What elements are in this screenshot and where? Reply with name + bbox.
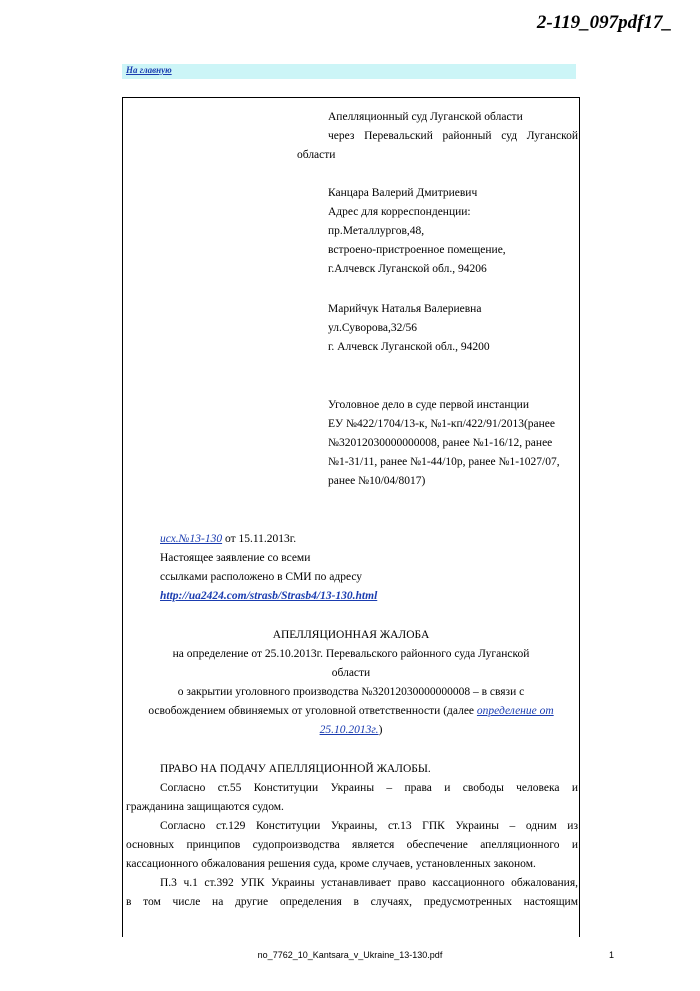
addressee-line2: через Перевальский районный суд Луганской — [328, 130, 578, 142]
case-line4: №1-31/11, ранее №1-44/10р, ранее №1-1027/07, — [328, 456, 560, 468]
outgoing-note1: Настоящее заявление со всеми — [160, 552, 311, 564]
appellant1-street: пр.Металлургов,48, — [328, 225, 425, 237]
outgoing-date: от 15.11.2013г. — [222, 533, 297, 545]
p1-line2: гражданина защищаются судом. — [126, 801, 284, 813]
case-line3: №32012030000000008, ранее №1-16/12, ранее — [328, 437, 553, 449]
ruling-link-part2[interactable]: 25.10.2013г. — [319, 724, 379, 736]
title-line3: о закрытии уголовного производства №32012030000000008 – в связи с — [177, 686, 525, 698]
appellant1-city: г.Алчевск Луганской обл., 94206 — [328, 263, 487, 275]
case-line5: ранее №10/04/8017) — [328, 475, 426, 487]
title-line5 — [122, 723, 580, 737]
title-line4 — [122, 704, 580, 718]
title-line4-text: освобождением обвиняемых от уголовной ответственности (далее — [148, 705, 477, 717]
footer-page-number: 1 — [609, 950, 615, 960]
appellant1-premises: встроено-пристроенное помещение, — [328, 244, 506, 256]
p1-line1: Согласно ст.55 Конституции Украины – права и свободы человека и — [160, 782, 578, 794]
case-line2: ЕУ №422/1704/13-к, №1-кп/422/91/2013(ранее — [328, 418, 555, 430]
title-line1: на определение от 25.10.2013г. Перевальского районного суда Луганской — [172, 648, 530, 660]
appellant2-name: Марийчук Наталья Валериевна — [328, 303, 482, 315]
case-line1: Уголовное дело в суде первой инстанции — [328, 399, 529, 411]
ruling-link-part1[interactable]: определение от — [476, 705, 554, 717]
p2-line2: основных принципов судопроизводства является обеспечение апелляционного и — [126, 839, 578, 851]
p3-line1: П.3 ч.1 ст.392 УПК Украины устанавливает право кассационного обжалования, — [160, 877, 578, 889]
p2-line3: кассационного обжалования решения суда, кроме случаев, установленных законом. — [126, 858, 536, 870]
title-line5-tail: ) — [378, 724, 383, 736]
document-id: 2-119_097pdf17_ — [536, 12, 672, 33]
outgoing-ref-link[interactable]: исх.№13-130 — [160, 533, 223, 545]
p2-line1: Согласно ст.129 Конституции Украины, ст.13 ГПК Украины – одним из — [160, 820, 578, 832]
appellant1-address-label: Адрес для корреспонденции: — [328, 206, 471, 218]
title-line2: области — [331, 667, 371, 679]
title-heading: АПЕЛЛЯЦИОННАЯ ЖАЛОБА — [272, 629, 430, 641]
outgoing-note2: ссылками расположено в СМИ по адресу — [160, 571, 363, 583]
outgoing-ref — [160, 532, 296, 546]
p3-line2: в том числе на другие определения в случаях, предусмотренных настоящим — [126, 896, 578, 908]
nav-bar — [122, 64, 576, 79]
footer-filename: no_7762_10_Kantsara_v_Ukraine_13-130.pdf — [257, 950, 443, 960]
appellant1-name: Канцара Валерий Дмитриевич — [328, 187, 478, 199]
appellant2-street: ул.Суворова,32/56 — [328, 322, 418, 334]
addressee-line3: области — [297, 149, 336, 161]
section-heading: ПРАВО НА ПОДАЧУ АПЕЛЛЯЦИОННОЙ ЖАЛОБЫ. — [160, 763, 431, 775]
outgoing-url-link[interactable]: http://ua2424.com/strasb/Strasb4/13-130.html — [160, 590, 378, 602]
home-link[interactable]: На главную — [126, 65, 172, 75]
appellant2-city: г. Алчевск Луганской обл., 94200 — [328, 341, 490, 353]
addressee-line1: Апелляционный суд Луганской области — [328, 111, 523, 123]
